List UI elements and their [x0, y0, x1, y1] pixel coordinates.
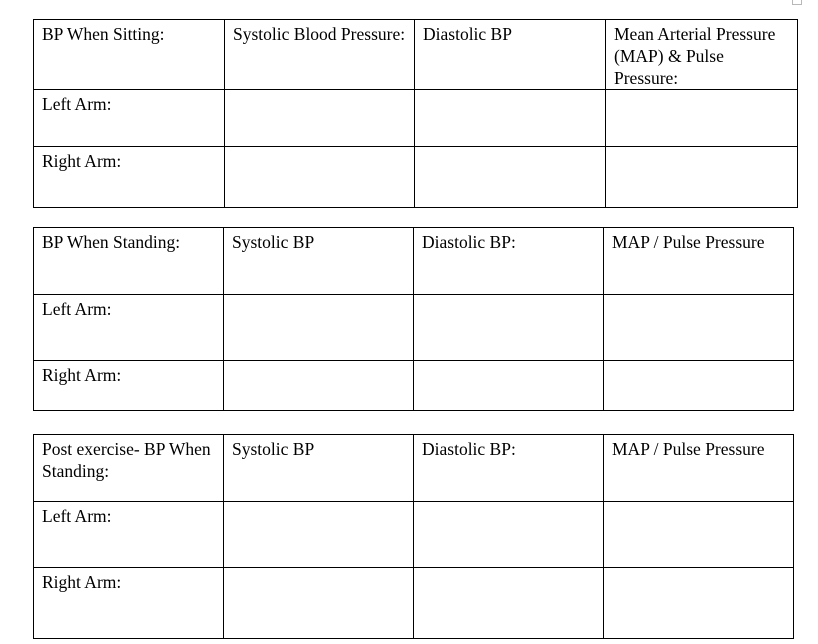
header-cell-position: BP When Sitting:: [34, 20, 225, 90]
diastolic-entry-cell[interactable]: [414, 295, 604, 361]
header-cell-position: BP When Standing:: [34, 228, 224, 295]
row-label-right-arm: Right Arm:: [34, 361, 224, 411]
table-header-row: [34, 228, 794, 295]
header-cell-map: MAP / Pulse Pressure: [604, 228, 794, 295]
row-label-left-arm: Left Arm:: [34, 90, 225, 147]
map-entry-cell[interactable]: [604, 568, 794, 639]
map-entry-cell[interactable]: [606, 147, 798, 208]
header-cell-position: Post exercise- BP When Standing:: [34, 435, 224, 502]
header-cell-diastolic: Diastolic BP:: [414, 228, 604, 295]
diastolic-entry-cell[interactable]: [414, 502, 604, 568]
systolic-entry-cell[interactable]: [224, 568, 414, 639]
row-label-left-arm: Left Arm:: [34, 502, 224, 568]
row-label-left-arm: Left Arm:: [34, 295, 224, 361]
systolic-entry-cell[interactable]: [224, 361, 414, 411]
table-row: [34, 90, 798, 147]
table-row: [34, 361, 794, 411]
table-row: [34, 568, 794, 639]
header-cell-map: Mean Arterial Pressure (MAP) & Pulse Pressure:: [606, 20, 798, 90]
diastolic-entry-cell[interactable]: [415, 147, 606, 208]
diastolic-entry-cell[interactable]: [414, 568, 604, 639]
systolic-entry-cell[interactable]: [225, 90, 415, 147]
bp-post-exercise-table: [33, 434, 794, 639]
header-cell-systolic: Systolic BP: [224, 435, 414, 502]
page-corner-mark: [792, 0, 802, 5]
map-entry-cell[interactable]: [606, 90, 798, 147]
systolic-entry-cell[interactable]: [224, 295, 414, 361]
header-cell-systolic: Systolic BP: [224, 228, 414, 295]
table-row: [34, 295, 794, 361]
systolic-entry-cell[interactable]: [224, 502, 414, 568]
table-header-row: [34, 435, 794, 502]
header-cell-diastolic: Diastolic BP: [415, 20, 606, 90]
header-cell-map: MAP / Pulse Pressure: [604, 435, 794, 502]
row-label-right-arm: Right Arm:: [34, 147, 225, 208]
header-cell-systolic: Systolic Blood Pressure:: [225, 20, 415, 90]
table-row: [34, 502, 794, 568]
diastolic-entry-cell[interactable]: [415, 90, 606, 147]
bp-sitting-table: [33, 19, 798, 208]
map-entry-cell[interactable]: [604, 502, 794, 568]
map-entry-cell[interactable]: [604, 361, 794, 411]
table-row: [34, 147, 798, 208]
bp-standing-table: [33, 227, 794, 411]
row-label-right-arm: Right Arm:: [34, 568, 224, 639]
map-entry-cell[interactable]: [604, 295, 794, 361]
systolic-entry-cell[interactable]: [225, 147, 415, 208]
diastolic-entry-cell[interactable]: [414, 361, 604, 411]
header-cell-diastolic: Diastolic BP:: [414, 435, 604, 502]
table-header-row: [34, 20, 798, 90]
